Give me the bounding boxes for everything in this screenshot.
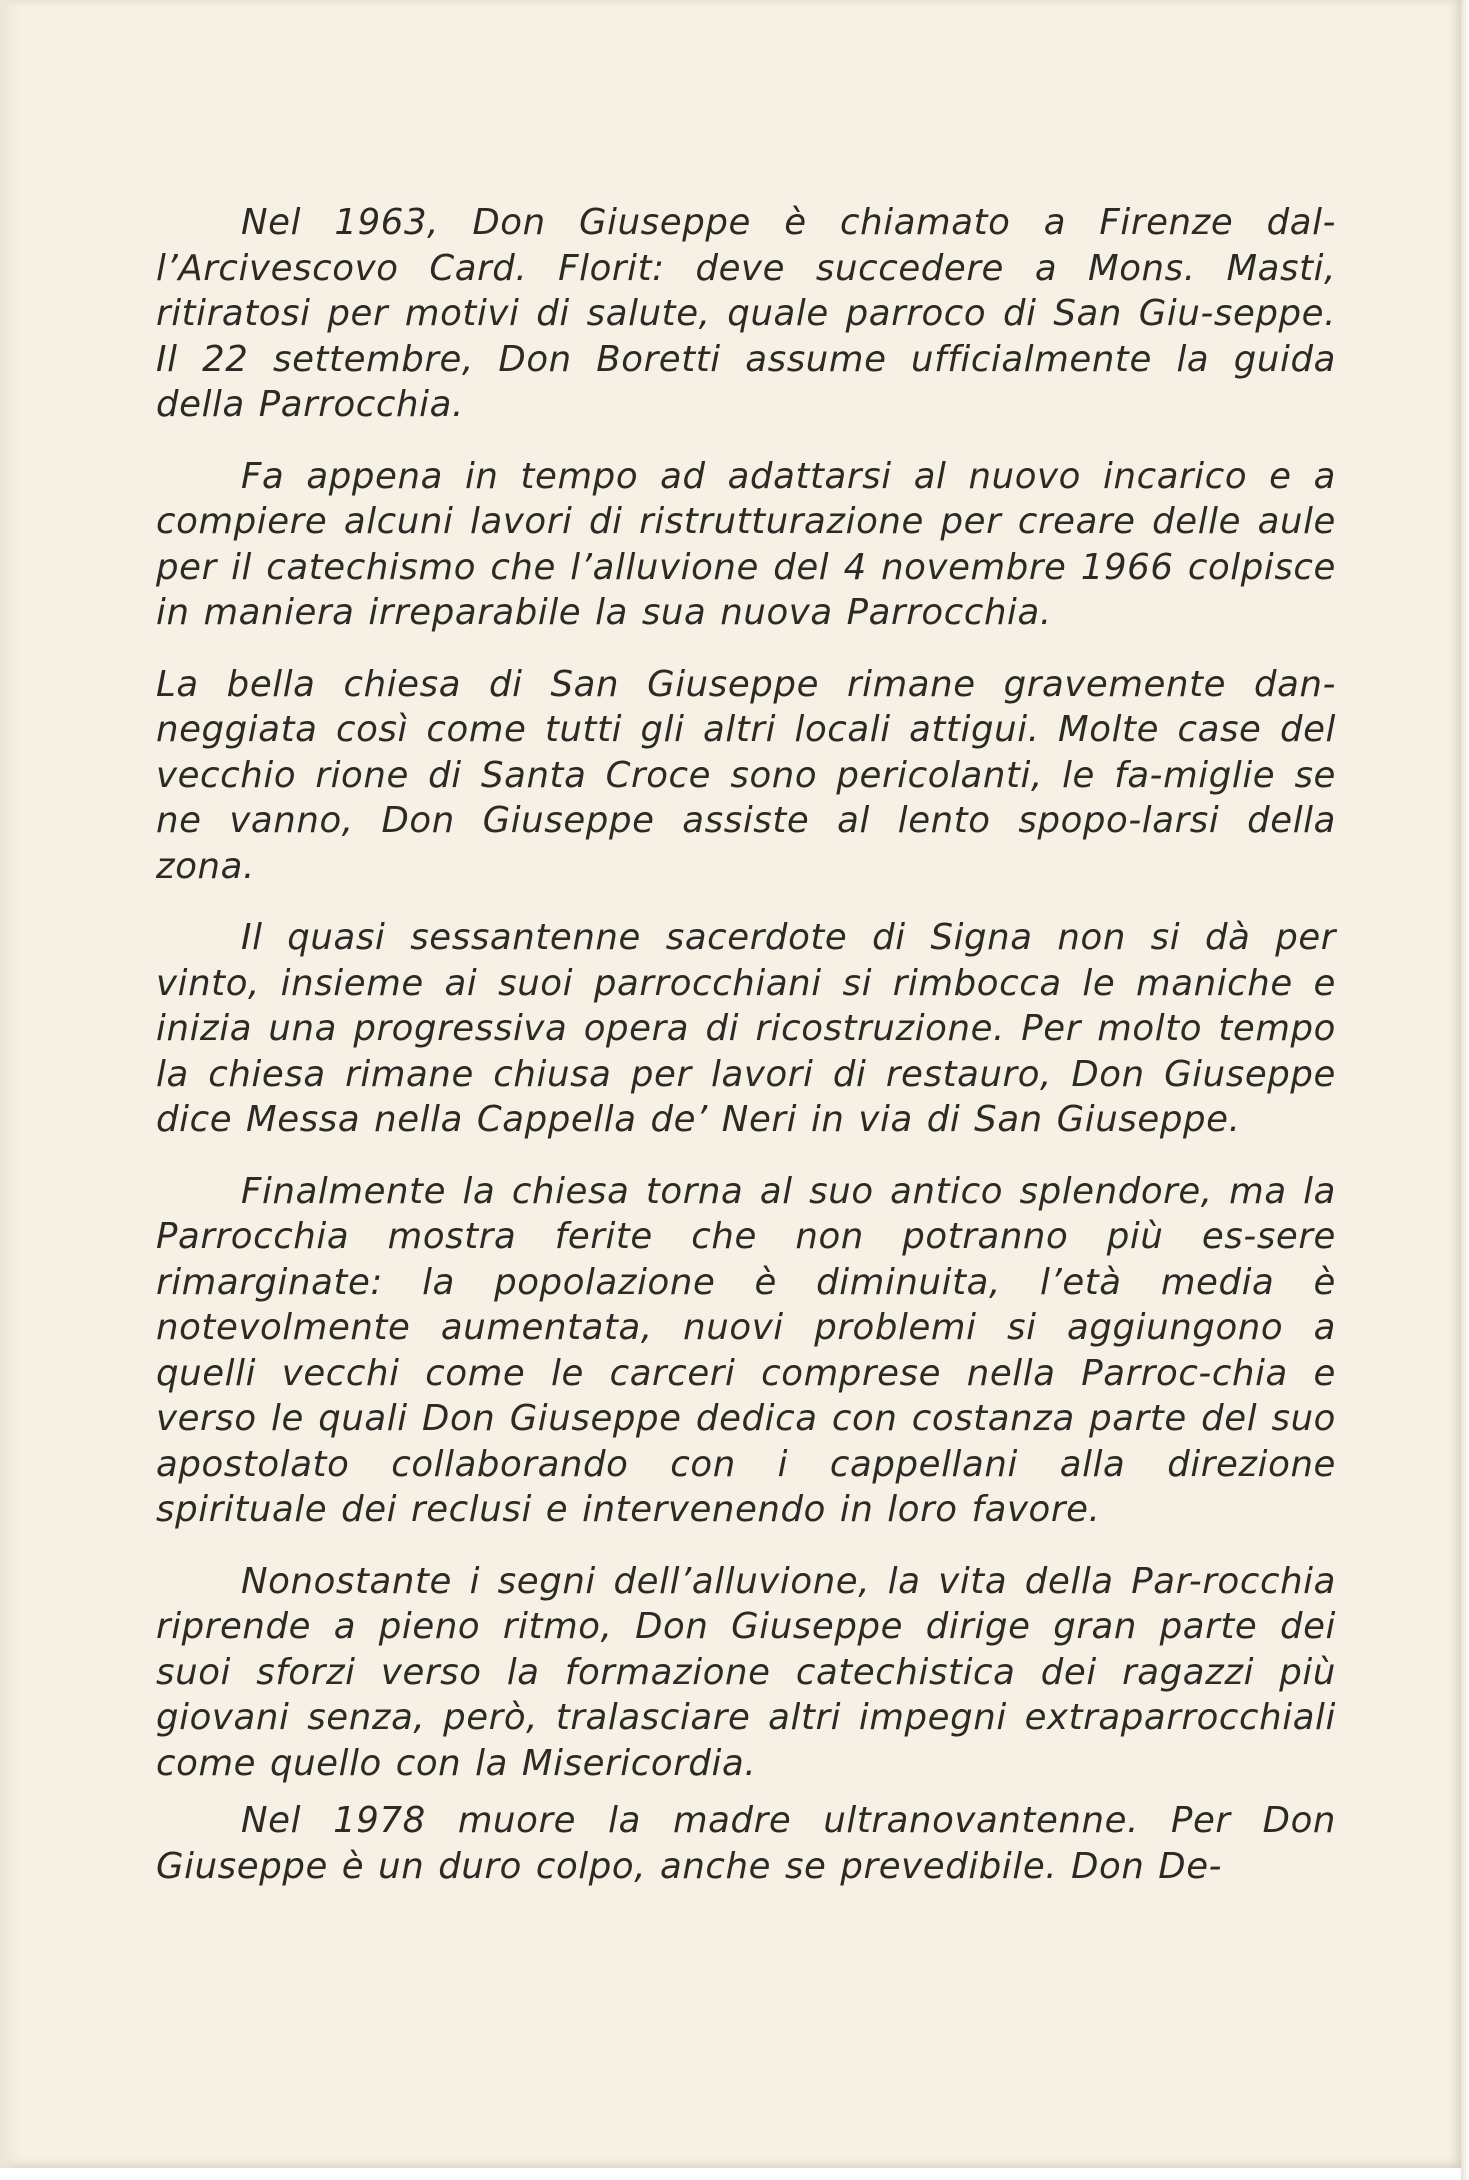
paragraph-5: Finalmente la chiesa torna al suo antico splendore, ma la Parrocchia mostra ferite che non potranno più es-sere rimarginate: la popolazione è diminuita, l’età media è notevolmente aumentata, nuovi problemi si aggiungono a quelli vecchi come le carceri comprese nella Parroc-chia e verso le quali Don Giuseppe dedica con costanza parte del suo apostolato collaborando con i cappellani alla direzione spirituale dei reclusi e intervenendo in loro favore. [156, 1170, 1336, 1530]
body-text-column [156, 200, 1336, 1915]
paragraph-4: Il quasi sessantenne sacerdote di Signa non si dà per vinto, insieme ai suoi parrocchiani si rimbocca le maniche e inizia una progressiva opera di ricostruzione. Per molto tempo la chiesa rimane chiusa per lavori di restauro, Don Giuseppe dice Messa nella Cappella de’ Neri in via di San Giuseppe. [156, 917, 1336, 1140]
paragraph-7: Nel 1978 muore la madre ultranovantenne. Per Don Giuseppe è un duro colpo, anche se prevedibile. Don De- [156, 1800, 1336, 1887]
paragraph-3: La bella chiesa di San Giuseppe rimane gravemente dan-neggiata così come tutti gli altri locali attigui. Molte case del vecchio rione di Santa Croce sono pericolanti, le fa-miglie se ne vanno, Don Giuseppe assiste al lento spopo-larsi della zona. [156, 663, 1336, 887]
paragraph-1: Nel 1963, Don Giuseppe è chiamato a Firenze dal-l’Arcivescovo Card. Florit: deve succedere a Mons. Masti, ritiratosi per motivi di salute, quale parroco di San Giu-seppe. Il 22 settembre, Don Boretti assume ufficialmente la guida della Parrocchia. [156, 202, 1336, 425]
page-left-edge-shadow [0, 0, 22, 2168]
page-right-edge [1461, 0, 1469, 2180]
paragraph-6: Nonostante i segni dell’alluvione, la vita della Par-rocchia riprende a pieno ritmo, Don Giuseppe dirige gran parte dei suoi sforzi verso la formazione catechistica dei ragazzi più giovani senza, però, tralasciare altri impegni extraparrocchiali come quello con la Misericordia. [156, 1560, 1336, 1784]
paragraph-2: Fa appena in tempo ad adattarsi al nuovo incarico e a compiere alcuni lavori di ristrutturazione per creare delle aule per il catechismo che l’alluvione del 4 novembre 1966 colpisce in maniera irreparabile la sua nuova Parrocchia. [156, 455, 1336, 633]
